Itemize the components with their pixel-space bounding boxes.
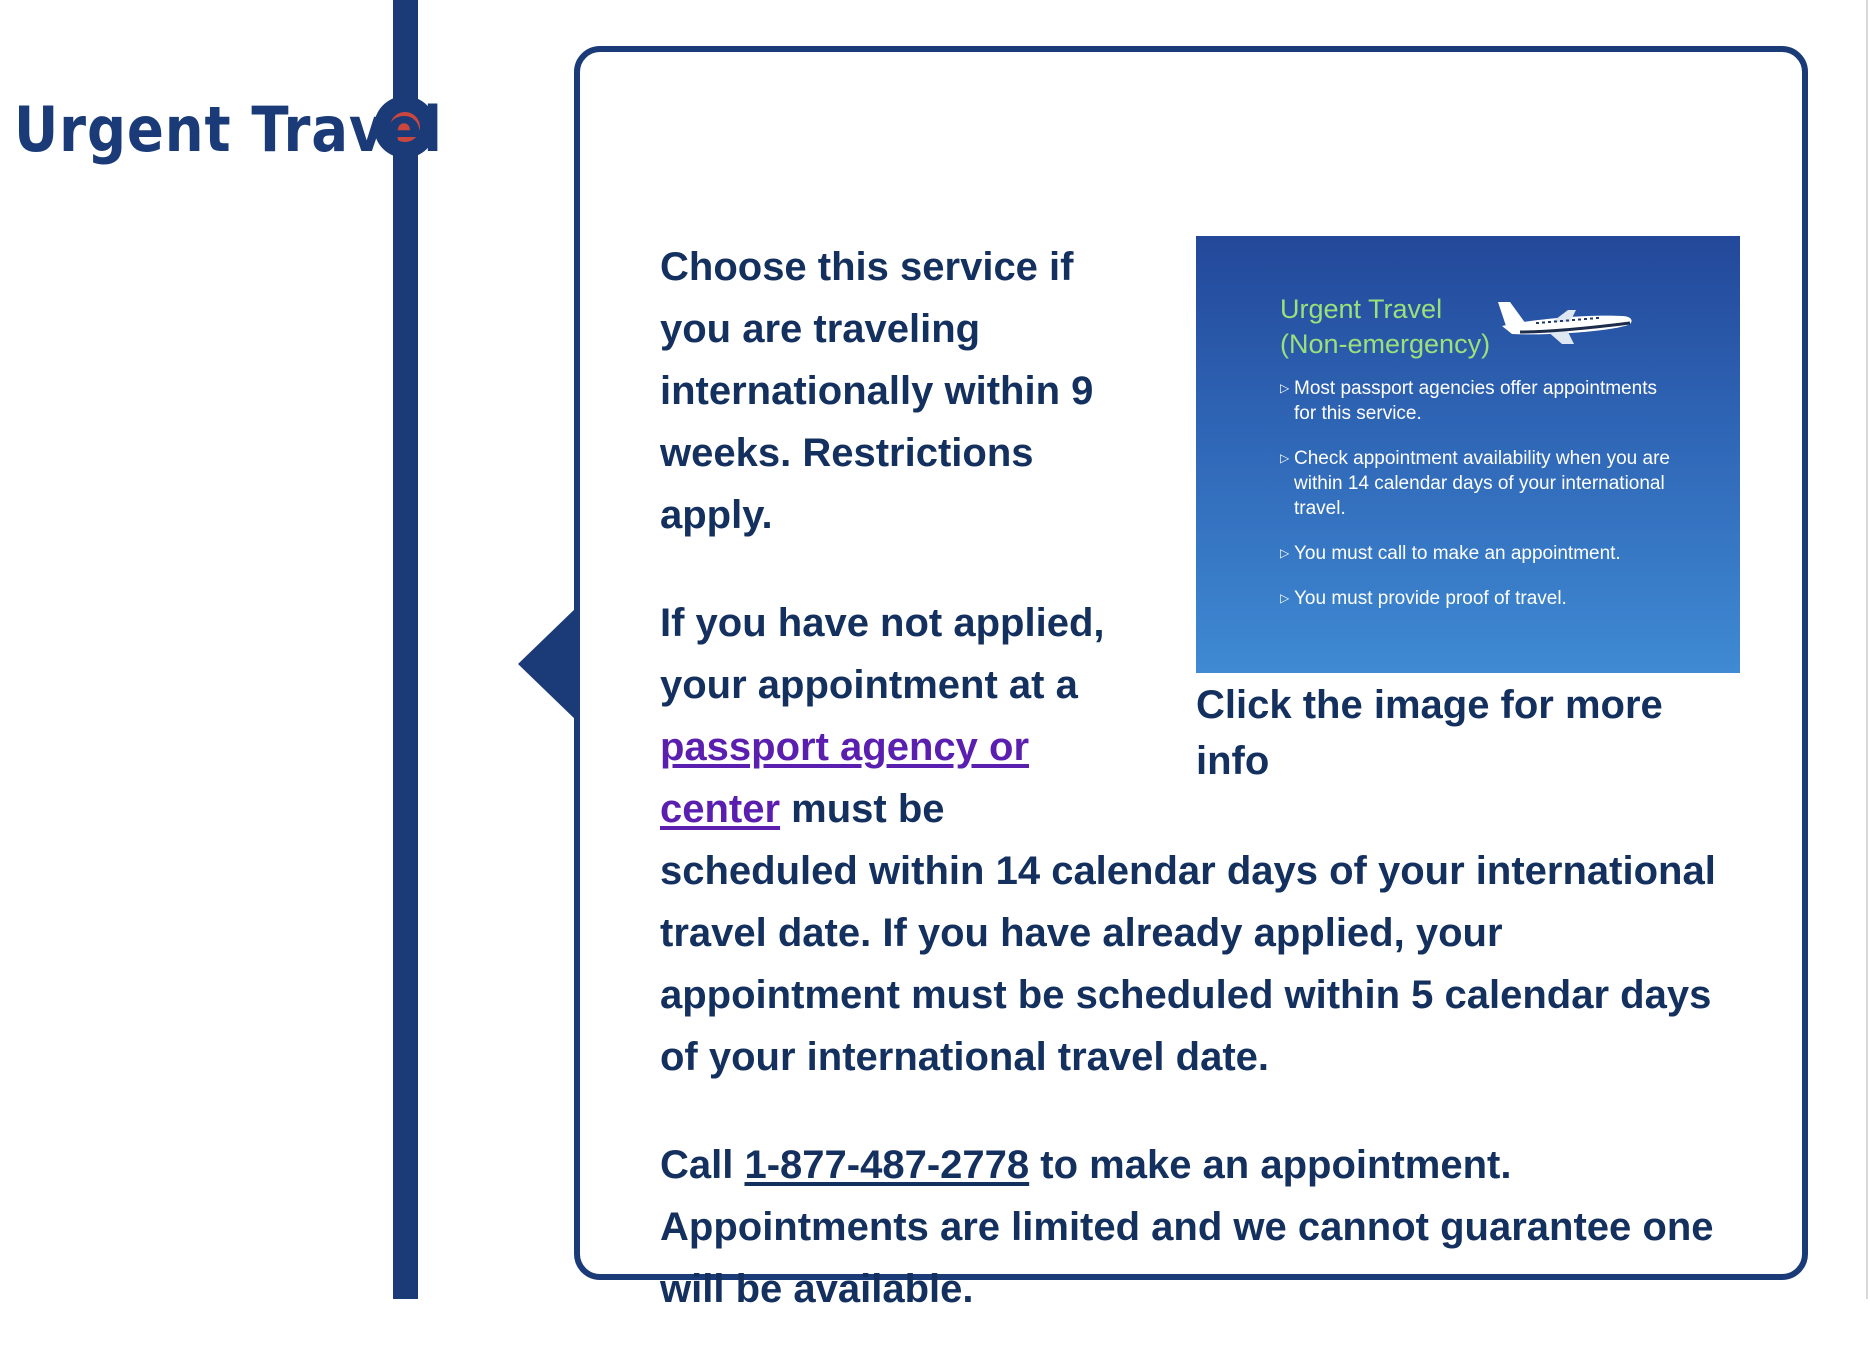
phone-number-link[interactable]: 1-877-487-2778 — [744, 1143, 1030, 1187]
promo-title-line2: (Non-emergency) — [1280, 329, 1491, 359]
airplane-icon — [1496, 296, 1636, 346]
image-caption: Click the image for more info — [1196, 683, 1663, 783]
promo-title-line1: Urgent Travel — [1280, 294, 1443, 324]
timeline-line — [393, 0, 418, 1299]
call-text-before: Call — [660, 1143, 745, 1187]
urgent-travel-image[interactable] — [1196, 236, 1740, 673]
scheduling-text-before: If you have not applied, your appointment at a — [660, 601, 1105, 707]
promo-item-text: You must call to make an appointment. — [1294, 543, 1621, 564]
passport-agency-link[interactable]: passport agency or center — [660, 725, 1030, 831]
page-edge-divider — [1866, 0, 1868, 1299]
triangle-bullet-icon: ▷ — [1280, 451, 1290, 465]
promo-list-item — [1280, 446, 1680, 521]
triangle-bullet-icon: ▷ — [1280, 591, 1290, 605]
promo-figure — [1196, 236, 1740, 789]
call-instructions — [660, 1134, 1740, 1320]
promo-item-text: Check appointment availability when you are within 14 calendar days of your international travel. — [1294, 448, 1670, 519]
card-content — [660, 236, 1740, 1366]
promo-list-item — [1280, 586, 1680, 611]
section-title: Urgent Travel — [14, 93, 443, 166]
promo-item-text: Most passport agencies offer appointments for this service. — [1294, 378, 1657, 424]
promo-list — [1280, 376, 1680, 611]
promo-list-item — [1280, 376, 1680, 426]
card-pointer — [518, 606, 578, 722]
promo-list-item — [1280, 541, 1680, 566]
triangle-bullet-icon: ▷ — [1280, 546, 1290, 560]
service-description-text: Choose this service if you are traveling internationally within 9 weeks. Restrictions apply. — [660, 245, 1094, 537]
call-text-after: to make an appointment. Appointments are limited and we cannot guarantee one will be available. — [660, 1143, 1714, 1311]
promo-item-text: You must provide proof of travel. — [1294, 588, 1567, 609]
triangle-bullet-icon: ▷ — [1280, 381, 1290, 395]
scheduling-text-after: must be scheduled within 14 calendar days of your international travel date. If you have already applied, your appointment must be scheduled within 5 calendar days of your international travel date. — [660, 787, 1716, 1079]
